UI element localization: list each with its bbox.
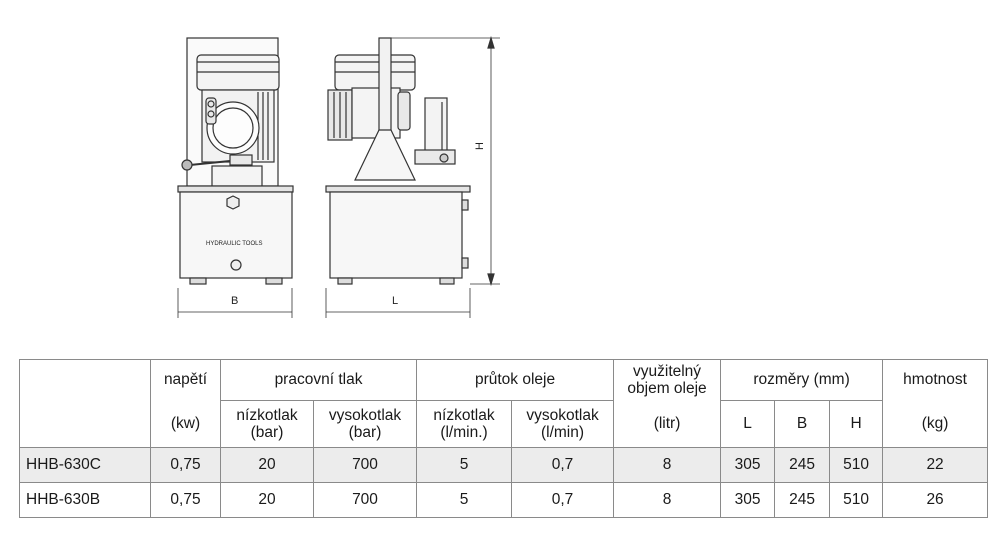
dims-header: rozměry (mm) [721, 360, 883, 401]
pressure-low-cell: 20 [221, 448, 314, 483]
flow-high-header: vysokotlak (l/min) [512, 401, 614, 448]
table-row [20, 483, 988, 518]
model-cell: HHB-630B [20, 483, 151, 518]
dim-h-label: H [474, 142, 486, 150]
b-cell: 245 [775, 483, 830, 518]
flow-header: průtok oleje [417, 360, 614, 401]
front-view [178, 38, 293, 318]
volume-header: využitelný objem oleje [614, 360, 721, 401]
b-cell: 245 [775, 448, 830, 483]
dim-h-header: H [830, 401, 883, 448]
dim-l-label: L [392, 295, 399, 307]
flow-high-cell: 0,7 [512, 448, 614, 483]
volume-cell: 8 [614, 448, 721, 483]
h-cell: 510 [830, 483, 883, 518]
weight-cell: 22 [883, 448, 988, 483]
power-cell: 0,75 [151, 483, 221, 518]
dim-b-header: B [775, 401, 830, 448]
weight-cell: 26 [883, 483, 988, 518]
pressure-low-cell: 20 [221, 483, 314, 518]
front-label: HYDRAULIC TOOLS [206, 241, 263, 247]
h-cell: 510 [830, 448, 883, 483]
pressure-high-header: vysokotlak (bar) [314, 401, 417, 448]
voltage-unit: (kw) [151, 401, 221, 448]
table-row [20, 448, 988, 483]
flow-low-header: nízkotlak (l/min.) [417, 401, 512, 448]
model-cell: HHB-630C [20, 448, 151, 483]
dim-l-header: L [721, 401, 775, 448]
flow-low-cell: 5 [417, 483, 512, 518]
side-view [326, 38, 500, 318]
weight-unit: (kg) [883, 401, 988, 448]
pressure-high-cell: 700 [314, 448, 417, 483]
model-header-cell [20, 360, 151, 448]
volume-unit: (litr) [614, 401, 721, 448]
volume-cell: 8 [614, 483, 721, 518]
spec-table [19, 359, 988, 518]
l-cell: 305 [721, 448, 775, 483]
pressure-low-header: nízkotlak (bar) [221, 401, 314, 448]
pressure-high-cell: 700 [314, 483, 417, 518]
power-cell: 0,75 [151, 448, 221, 483]
flow-high-cell: 0,7 [512, 483, 614, 518]
l-cell: 305 [721, 483, 775, 518]
flow-low-cell: 5 [417, 448, 512, 483]
voltage-header: napětí [151, 360, 221, 401]
weight-header: hmotnost [883, 360, 988, 401]
dim-b-label: B [231, 295, 239, 307]
pressure-header: pracovní tlak [221, 360, 417, 401]
